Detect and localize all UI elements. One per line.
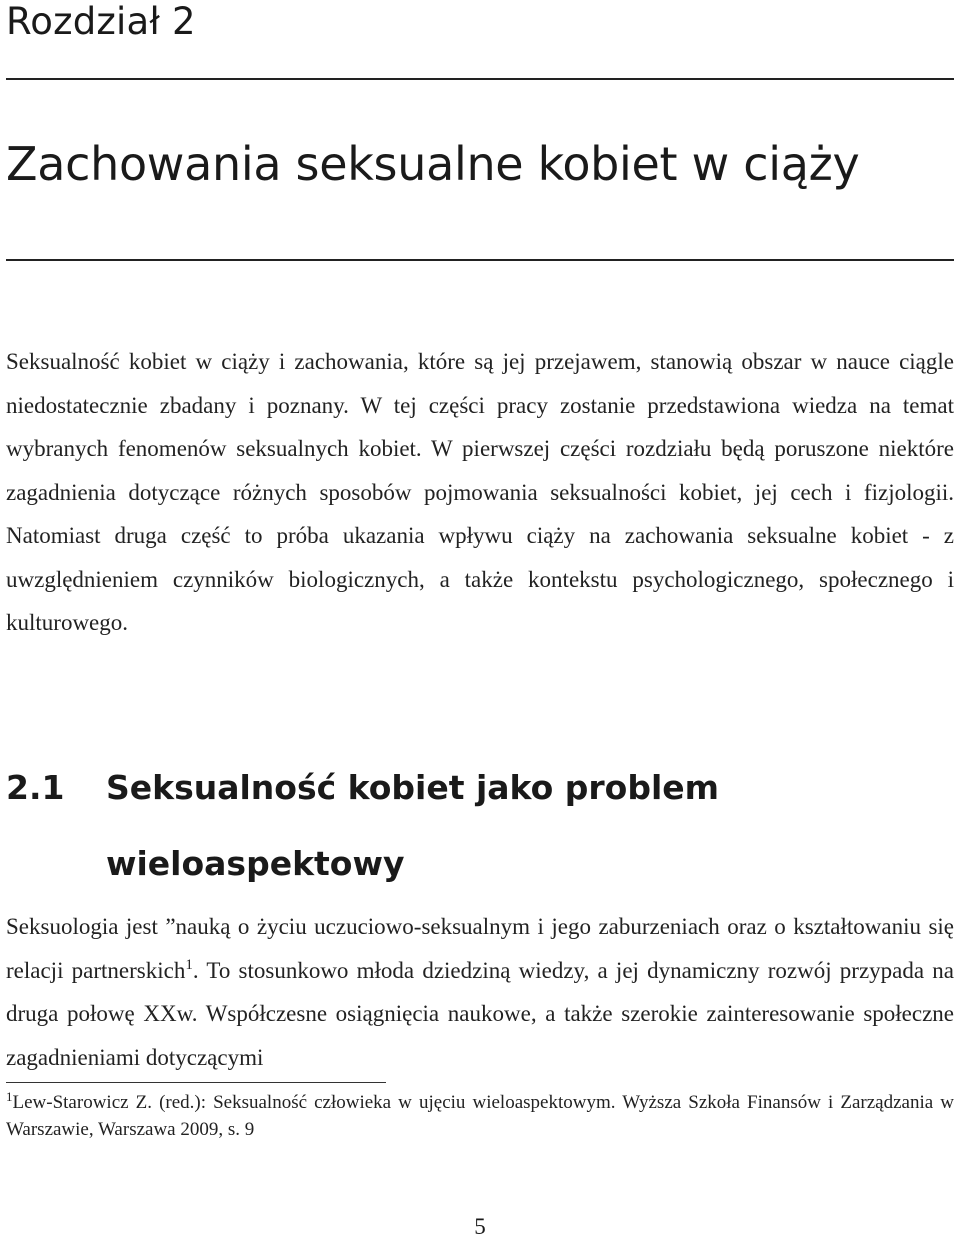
section-paragraph xyxy=(6,905,954,1079)
section-paragraph-text-1: Seksuologia jest ”nauką o życiu uczuciowo-seksualnym i jego zaburzeniach oraz o kształtowaniu się relacji partnerskich xyxy=(6,914,954,983)
footnote-reference[interactable]: 1 xyxy=(185,956,193,973)
footnote xyxy=(6,1089,954,1143)
chapter-top-rule xyxy=(6,78,954,80)
section-title: Seksualność kobiet jako problem wieloaspektowy xyxy=(106,768,720,883)
footnote-text: Lew-Starowicz Z. (red.): Seksualność człowieka w ujęciu wieloaspektowym. Wyższa Szkoła Finansów i Zarządzania w Warszawie, Warszawa 2009, s. 9 xyxy=(6,1092,954,1140)
chapter-title: Zachowania seksualne kobiet w ciąży xyxy=(6,137,860,191)
page-number: 5 xyxy=(474,1214,486,1239)
footnote-separator xyxy=(6,1082,386,1083)
chapter-label: Rozdział 2 xyxy=(6,0,196,43)
section-number: 2.1 xyxy=(6,768,65,807)
footnote-mark: 1 xyxy=(6,1089,13,1104)
section-paragraph-text-2: . To stosunkowo młoda dziedziną wiedzy, a jej dynamiczny rozwój przypada na druga połowę XXw. Współczesne osiągnięcia naukowe, a także szerokie zainteresowanie społeczne zagadnieniami dotyczącymi xyxy=(6,957,954,1070)
chapter-bottom-rule xyxy=(6,259,954,261)
intro-paragraph: Seksualność kobiet w ciąży i zachowania, które są jej przejawem, stanowią obszar w nauce ciągle niedostatecznie zbadany i poznany. W tej części pracy zostanie przedstawiona wiedza na temat wybranych fenomenów seksualnych kobiet. W pierwszej części rozdziału będą poruszone niektóre zagadnienia dotyczące różnych sposobów pojmowania seksualności kobiet, jej cech i fizjologii. Natomiast druga część to próba ukazania wpływu ciąży na zachowania seksualne kobiet - z uwzględnieniem czynników biologicznych, a także kontekstu psychologicznego, społecznego i kulturowego. xyxy=(6,349,954,635)
